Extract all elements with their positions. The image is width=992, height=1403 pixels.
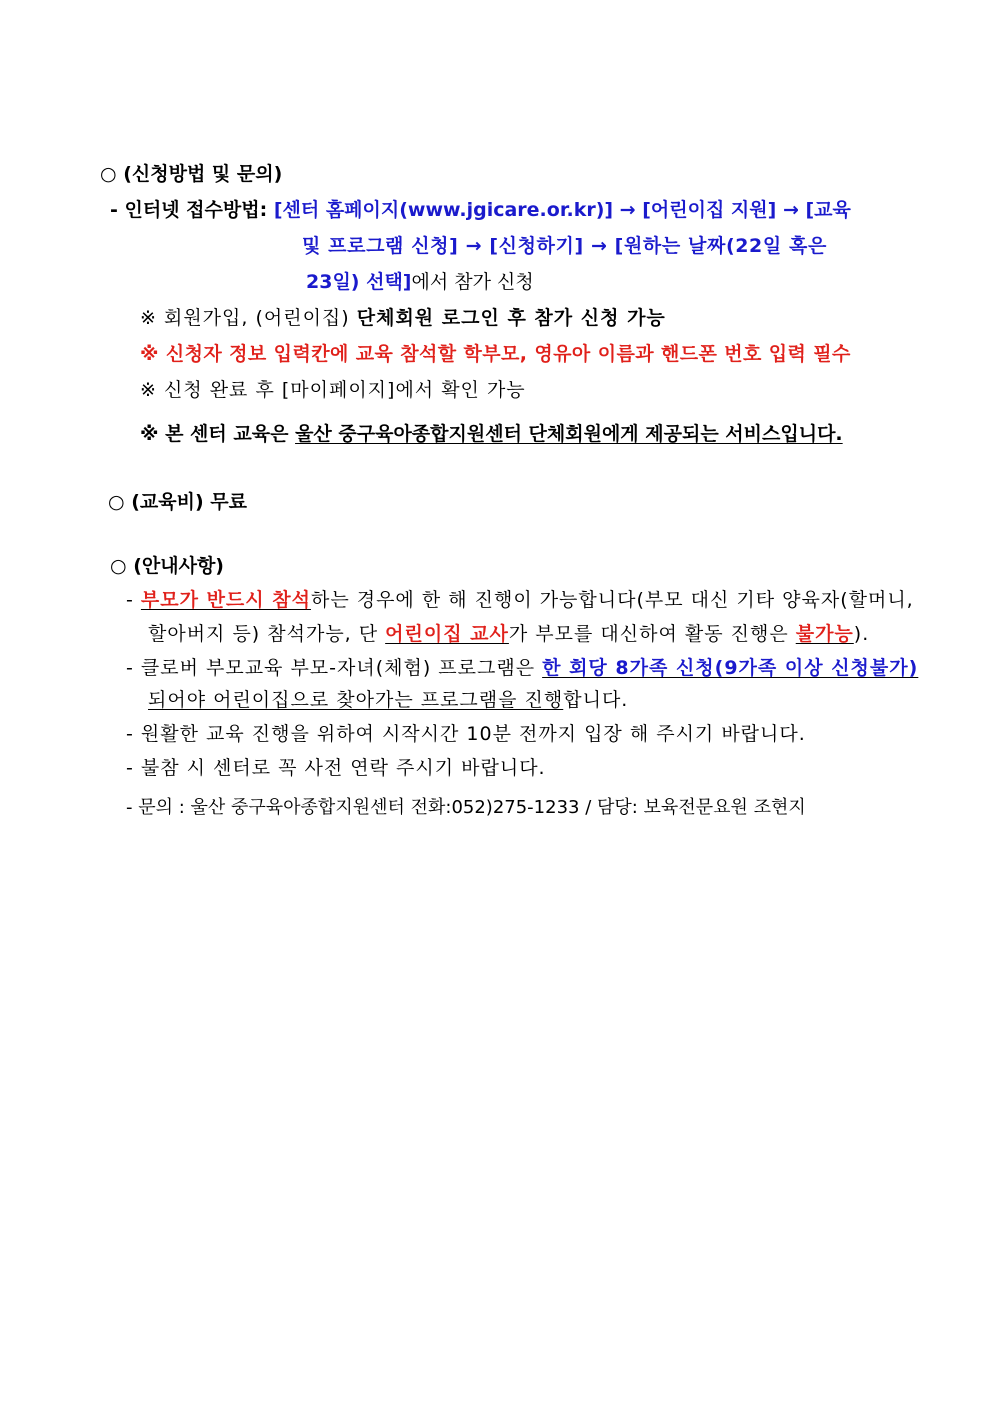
application-path-line2: 및 프로그램 신청] → [신청하기] → [원하는 날짜(22일 혹은 xyxy=(302,235,827,257)
notice-item-clover-line2: 되어야 어린이집으로 찾아가는 프로그램을 진행합니다. xyxy=(148,689,629,711)
notice-item-clover: - 클로버 부모교육 부모-자녀(체험) 프로그램은 한 회당 8가족 신청(9가족 이상 신청불가) xyxy=(126,657,919,679)
notice-item-absence: - 불참 시 센터로 꼭 사전 연락 주시기 바랍니다. xyxy=(126,757,546,779)
internet-application-line xyxy=(110,198,851,222)
notice-item-attendance: - 부모가 반드시 참석하는 경우에 한 해 진행이 가능합니다(부모 대신 기타 양육자(할머니, xyxy=(126,589,914,611)
application-path-line3: 23일) 선택]에서 참가 신청 xyxy=(306,271,534,293)
section-heading-notice: ○ (안내사항) xyxy=(110,555,224,577)
application-path-link[interactable]: [센터 홈페이지(www.jgicare.or.kr)] → [어린이집 지원] → [교육 xyxy=(273,199,851,221)
notice-item-contact: - 문의 : 울산 중구육아종합지원센터 전화:052)275-1233 / 담당: 보육전문요원 조현지 xyxy=(126,797,806,818)
note-required-info: ※ 신청자 정보 입력칸에 교육 참석할 학부모, 영유아 이름과 핸드폰 번호 입력 필수 xyxy=(140,343,851,365)
note-mypage: ※ 신청 완료 후 [마이페이지]에서 확인 가능 xyxy=(140,379,526,401)
note-member-service: ※ 본 센터 교육은 울산 중구육아종합지원센터 단체회원에게 제공되는 서비스입니다. xyxy=(140,423,843,445)
internet-label: - 인터넷 접수방법: xyxy=(110,199,274,221)
section-heading-application: ○ (신청방법 및 문의) xyxy=(100,163,283,185)
section-heading-fee: ○ (교육비) 무료 xyxy=(108,491,247,513)
note-login: ※ 회원가입, (어린이집) 단체회원 로그인 후 참가 신청 가능 xyxy=(140,307,666,329)
notice-item-attendance-line2: 할아버지 등) 참석가능, 단 어린이집 교사가 부모를 대신하여 활동 진행은 불가능). xyxy=(148,623,870,645)
notice-item-arrival: - 원활한 교육 진행을 위하여 시작시간 10분 전까지 입장 해 주시기 바랍니다. xyxy=(126,723,806,745)
